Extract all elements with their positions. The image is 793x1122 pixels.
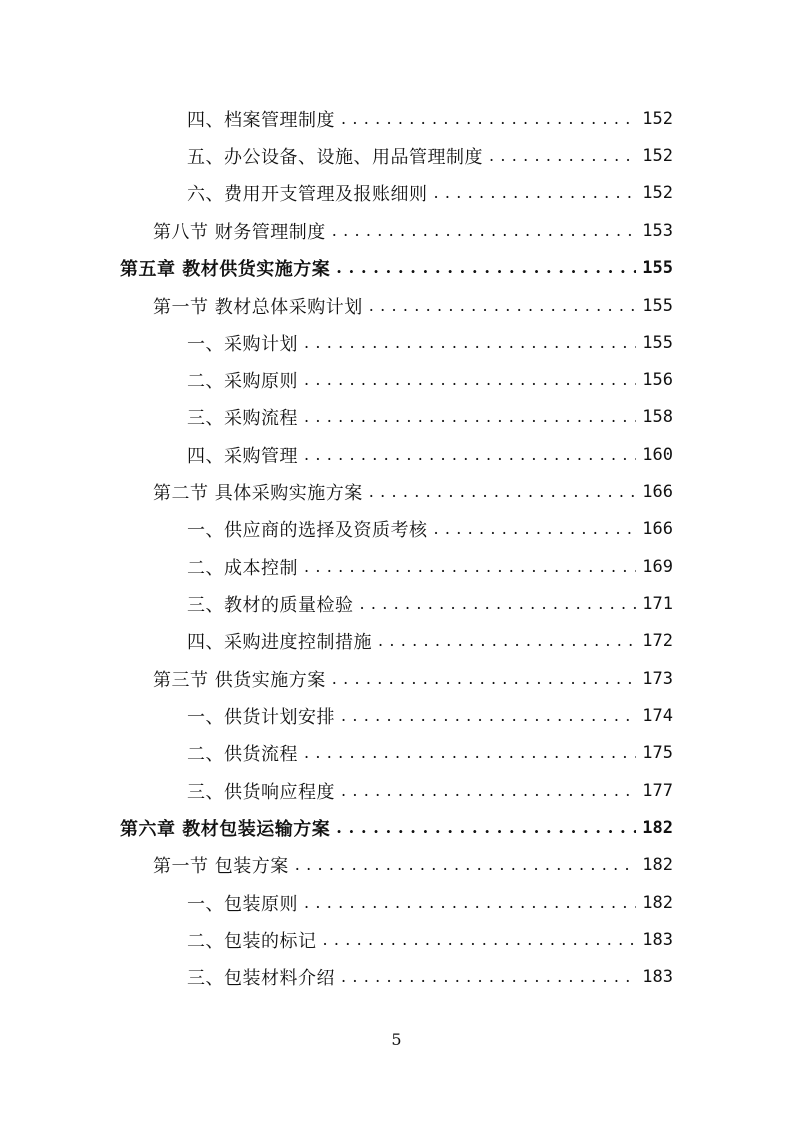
dot-leader xyxy=(341,108,636,130)
toc-entry-page: 183 xyxy=(642,966,673,987)
toc-entry-page: 153 xyxy=(642,220,673,241)
toc-entry[interactable] xyxy=(187,361,673,398)
toc-entry-title: 第六章 教材包装运输方案 xyxy=(120,818,331,840)
toc-entry-title: 第二节 具体采购实施方案 xyxy=(153,482,363,504)
toc-entry-title: 四、档案管理制度 xyxy=(187,109,335,131)
toc-entry[interactable] xyxy=(187,622,673,659)
toc-entry[interactable] xyxy=(187,137,673,174)
toc-entry[interactable] xyxy=(187,398,673,435)
toc-entry-page: 152 xyxy=(642,108,673,129)
toc-entry-title: 三、包装材料介绍 xyxy=(187,967,335,989)
toc-entry[interactable] xyxy=(187,174,673,211)
toc-entry-title: 四、采购进度控制措施 xyxy=(187,631,372,653)
dot-leader xyxy=(295,854,637,876)
dot-leader xyxy=(332,220,637,242)
dot-leader xyxy=(360,593,637,615)
toc-entry-page: 173 xyxy=(642,668,673,689)
toc-entry-title: 一、供应商的选择及资质考核 xyxy=(187,519,428,541)
toc-entry-title: 一、供货计划安排 xyxy=(187,706,335,728)
dot-leader xyxy=(332,668,637,690)
toc-entry[interactable] xyxy=(120,809,673,846)
dot-leader xyxy=(434,518,637,540)
dot-leader xyxy=(378,630,636,652)
dot-leader xyxy=(304,444,636,466)
toc-entry-page: 171 xyxy=(642,593,673,614)
toc-entry-title: 一、包装原则 xyxy=(187,893,298,915)
toc-entry-page: 174 xyxy=(642,705,673,726)
dot-leader xyxy=(369,481,637,503)
dot-leader xyxy=(336,817,636,839)
toc-entry-page: 166 xyxy=(642,518,673,539)
dot-leader xyxy=(341,966,636,988)
toc-entry-title: 二、采购原则 xyxy=(187,370,298,392)
dot-leader xyxy=(336,257,636,279)
dot-leader xyxy=(304,742,636,764)
toc-entry[interactable] xyxy=(153,473,673,510)
toc-entry[interactable] xyxy=(187,734,673,771)
toc-entry[interactable] xyxy=(187,324,673,361)
toc-entry-title: 第八节 财务管理制度 xyxy=(153,221,326,243)
dot-leader xyxy=(304,369,636,391)
toc-entry-page: 152 xyxy=(642,182,673,203)
toc-entry-title: 第五章 教材供货实施方案 xyxy=(120,258,331,280)
dot-leader xyxy=(341,780,636,802)
toc-entry-page: 183 xyxy=(642,929,673,950)
dot-leader xyxy=(304,892,636,914)
toc-entry-page: 160 xyxy=(642,444,673,465)
toc-entry-title: 第三节 供货实施方案 xyxy=(153,669,326,691)
toc-entry-title: 三、教材的质量检验 xyxy=(187,594,354,616)
toc-entry-title: 二、成本控制 xyxy=(187,557,298,579)
toc-entry-page: 172 xyxy=(642,630,673,651)
toc-entry-title: 四、采购管理 xyxy=(187,445,298,467)
dot-leader xyxy=(489,145,636,167)
toc-entry-page: 177 xyxy=(642,780,673,801)
toc-entry[interactable] xyxy=(187,772,673,809)
toc-entry-title: 六、费用开支管理及报账细则 xyxy=(187,183,428,205)
toc-entry-title: 三、供货响应程度 xyxy=(187,781,335,803)
toc-entry-title: 二、包装的标记 xyxy=(187,930,317,952)
toc-entry-page: 156 xyxy=(642,369,673,390)
toc-entry-title: 二、供货流程 xyxy=(187,743,298,765)
toc-entry[interactable] xyxy=(187,510,673,547)
dot-leader xyxy=(369,295,637,317)
toc-entry-page: 152 xyxy=(642,145,673,166)
toc-entry[interactable] xyxy=(153,846,673,883)
dot-leader xyxy=(341,705,636,727)
toc-entry[interactable] xyxy=(187,921,673,958)
dot-leader xyxy=(434,182,637,204)
toc-entry-page: 169 xyxy=(642,556,673,577)
toc-entry[interactable] xyxy=(187,958,673,995)
toc-entry[interactable] xyxy=(187,585,673,622)
dot-leader xyxy=(304,406,636,428)
toc-entry-title: 一、采购计划 xyxy=(187,333,298,355)
toc-entry[interactable] xyxy=(187,697,673,734)
toc-entry-page: 166 xyxy=(642,481,673,502)
toc-entry[interactable] xyxy=(120,249,673,286)
toc-entry-page: 182 xyxy=(642,817,673,838)
toc-entry[interactable] xyxy=(187,100,673,137)
toc-entry-title: 五、办公设备、设施、用品管理制度 xyxy=(187,146,483,168)
dot-leader xyxy=(323,929,637,951)
toc-entry-page: 155 xyxy=(642,295,673,316)
toc-entry[interactable] xyxy=(153,212,673,249)
toc-entry-page: 155 xyxy=(642,257,673,278)
toc-entry-title: 第一节 教材总体采购计划 xyxy=(153,296,363,318)
toc-entry-page: 182 xyxy=(642,854,673,875)
dot-leader xyxy=(304,556,636,578)
toc-entry[interactable] xyxy=(153,287,673,324)
toc-entry-page: 182 xyxy=(642,892,673,913)
toc-entry[interactable] xyxy=(153,660,673,697)
toc-entry-page: 175 xyxy=(642,742,673,763)
toc-entry-title: 第一节 包装方案 xyxy=(153,855,289,877)
toc-entry[interactable] xyxy=(187,436,673,473)
dot-leader xyxy=(304,332,636,354)
toc-entry-page: 158 xyxy=(642,406,673,427)
toc-entry-page: 155 xyxy=(642,332,673,353)
toc-entry-title: 三、采购流程 xyxy=(187,407,298,429)
toc-entry[interactable] xyxy=(187,884,673,921)
page-number: 5 xyxy=(391,1030,402,1049)
toc-entry[interactable] xyxy=(187,548,673,585)
